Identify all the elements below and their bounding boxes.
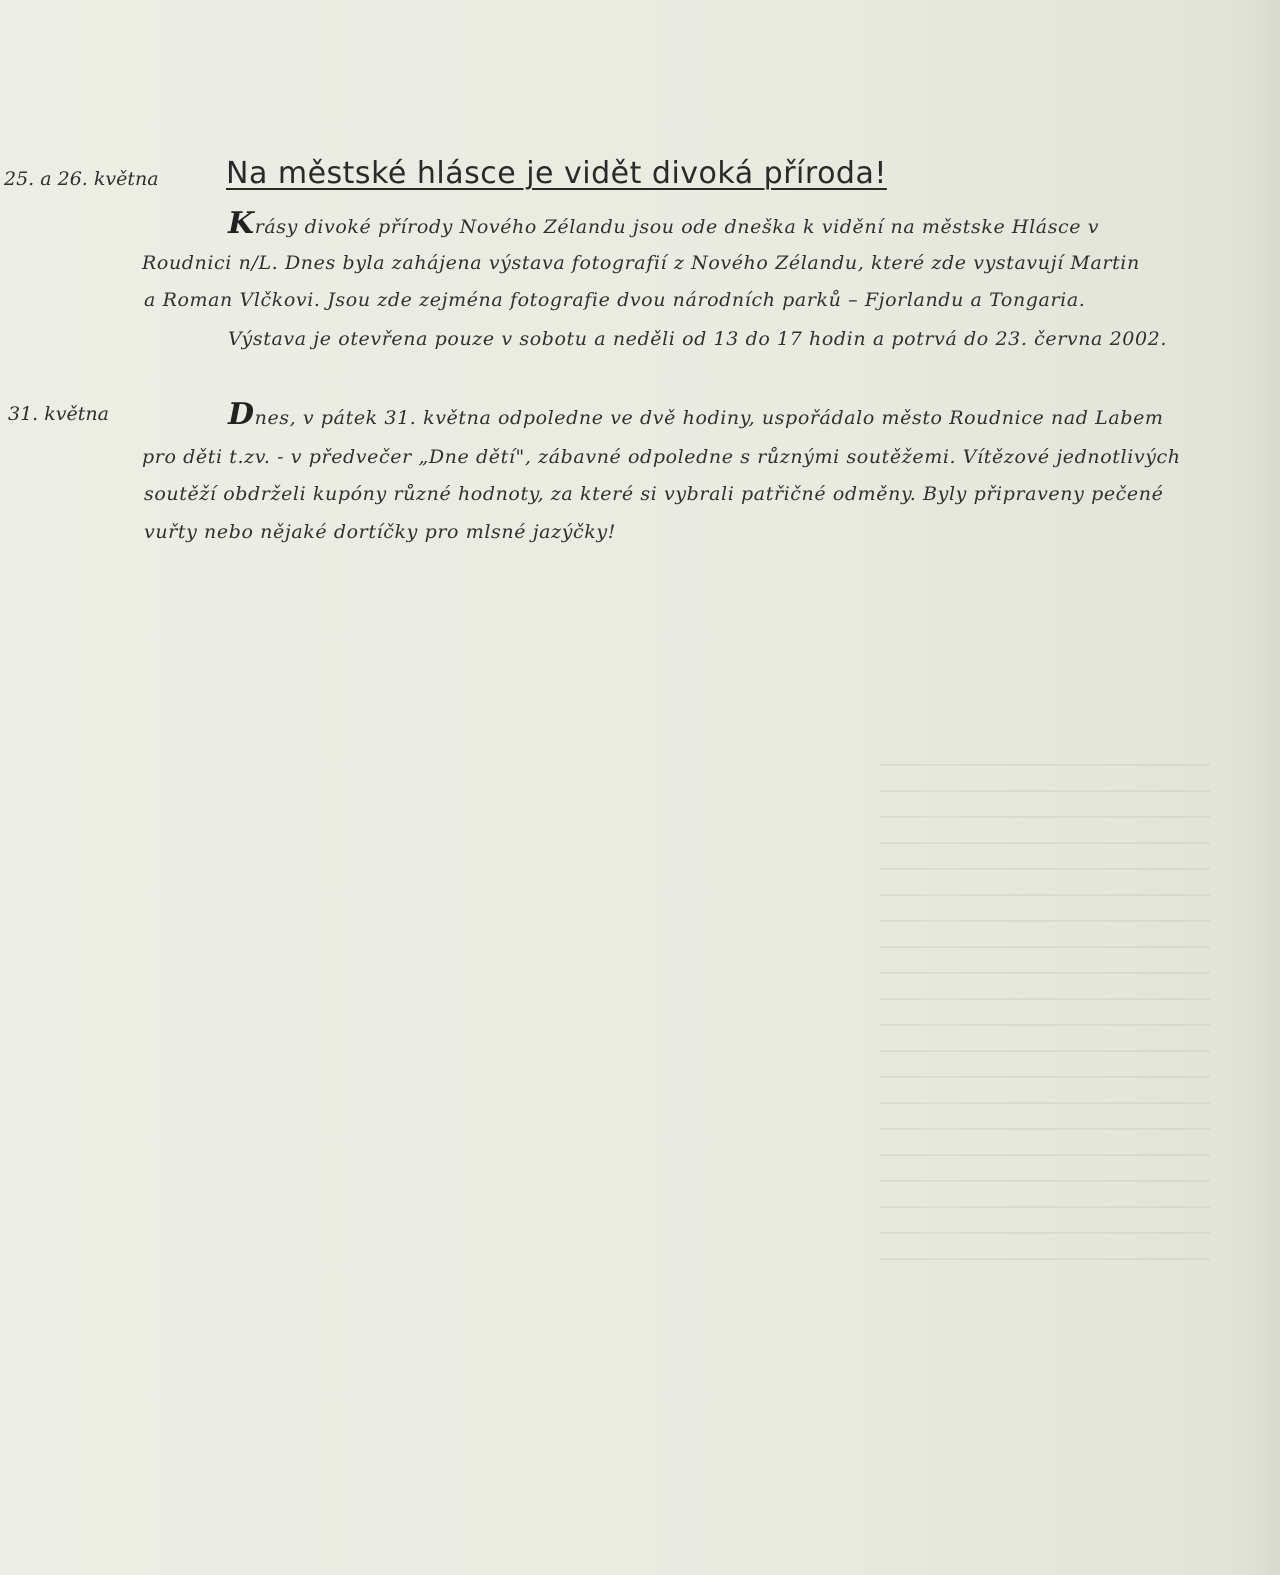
entry-headline: Na městské hlásce je vidět divoká příroda! [226,156,887,191]
drop-cap: D [228,397,255,432]
entry-line: pro děti t.zv. - v předvečer „Dne dětí", zábavné odpoledne s různými soutěžemi. Vítězové jednotlivých [142,446,1181,468]
entry-line: a Roman Vlčkovi. Jsou zde zejména fotografie dvou národních parků – Fjorlandu a Tongaria. [144,289,1086,311]
bleed-through-text [880,740,1210,1260]
entry-line: soutěží obdrželi kupóny různé hodnoty, za které si vybrali patřičné odměny. Byly připraveny pečené [144,483,1164,505]
entry-date: 31. května [8,403,109,425]
entry-line-text: rásy divoké přírody Nového Zélandu jsou ode dneška k vidění na městske Hlásce v [254,216,1100,238]
entry-line: Výstava je otevřena pouze v sobotu a neděli od 13 do 17 hodin a potrvá do 23. června 2002. [228,328,1168,350]
entry-line-text: nes, v pátek 31. května odpoledne ve dvě hodiny, uspořádalo město Roudnice nad Labem [254,407,1164,429]
entry-line: Roudnici n/L. Dnes byla zahájena výstava fotografií z Nového Zélandu, které zde vystavují Martin [142,252,1140,274]
entry-date: 25. a 26. května [4,168,159,190]
entry-line [228,206,1099,241]
entry-line: vuřty nebo nějaké dortíčky pro mlsné jazýčky! [144,521,616,543]
drop-cap: K [228,206,255,241]
entry-line [228,397,1164,432]
